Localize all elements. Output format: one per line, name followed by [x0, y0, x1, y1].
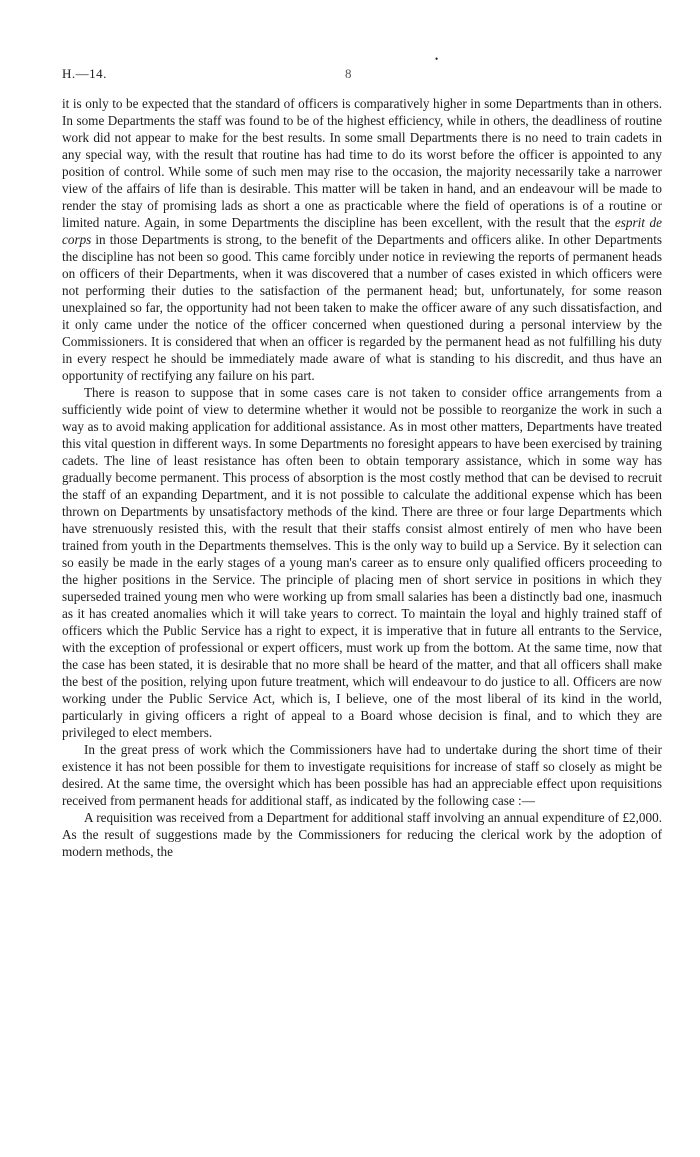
page-header: [62, 54, 662, 84]
paragraph-text: in those Departments is strong, to the benefit of the Departments and officers alike. In other Departments the discipline has not been so good. This came forcibly under notice in reviewing the reports of permanent heads on officers of their Departments, when it was discovered that a number of cases existed in which officers were not performing their duties to the satisfaction of the permanent head; but, unfortunately, for some reason unexplained so far, the opportunity had not been taken to make the officer aware of any such dissatisfaction, and it only came under the notice of the officer concerned when questioned during a personal interview by the Commissioners. It is considered that when an officer is regarded by the permanent head as not fulfilling his duty in every respect he should be immediately made aware of what is standing to his discredit, and thus have an opportunity of rectifying any failure on his part.: [62, 232, 662, 383]
paragraph-requisition-case: A requisition was received from a Department for additional staff involving an annual expenditure of £2,000. As the result of suggestions made by the Commissioners for reducing the clerical work by the adoption of modern methods, the: [62, 810, 662, 859]
paragraph-office-arrangements: There is reason to suppose that in some cases care is not taken to consider office arrangements from a sufficiently wide point of view to determine whether it would not be possible to reorganize the work in such a way as to avoid making application for additional assistance. As in most other matters, Departments have treated this vital question in different ways. In some Departments no foresight appears to have been exercised by training cadets. The line of least resistance has often been to obtain temporary assistance, which in some way has gradually become permanent. This process of absorption is the most costly method that can be devised to recruit the staff of an expanding Department, and it is not possible to calculate the additional expense which has been thrown on Departments by unsatisfactory methods of the kind. There are three or four large Departments which have strenuously resisted this, with the result that their staffs consist almost entirely of men who have been trained from youth in the Departments themselves. This is the only way to build up a Service. By it selection can so easily be made in the early stages of a young man's career as to ensure only qualified officers proceeding to the higher positions in the Service. The principle of placing men of short service in positions in which they superseded trained young men who were working up from small salaries has been a distinctly bad one, inasmuch as it has created anomalies which it will take years to correct. To maintain the loyal and highly trained staff of officers which the Public Service has a right to expect, it is imperative that in future all entrants to the Service, with the exception of professional or expert officers, must work up from the bottom. At the same time, now that the case has been stated, it is desirable that no more shall be heard of the matter, and that all officers shall make the best of the position, relying upon future treatment, which will endeavour to do justice to all. Officers are now working under the Public Service Act, which is, I believe, one of the most liberal of its kind in the world, particularly in giving officers a right of appeal to a Board whose decision is final, and to which they are privileged to elect members.: [62, 385, 662, 740]
page-number: 8: [345, 66, 352, 81]
paragraph-requisitions: In the great press of work which the Commissioners have had to undertake during the short time of their existence it has not been possible for them to investigate requisitions for increase of staff so closely as might be desired. At the same time, the oversight which has been possible has had an appreciable effect upon requisitions received from permanent heads for additional staff, as indicated by the following case :—: [62, 742, 662, 808]
document-reference: H.—14.: [62, 66, 107, 81]
print-mark: •: [435, 54, 439, 64]
italic-phrase: esprit de corps: [62, 215, 662, 247]
body-text: [62, 95, 662, 860]
paragraph-discipline: [62, 95, 662, 384]
paragraph-text: it is only to be expected that the standard of officers is comparatively higher in some Departments than in others. In some Departments the staff was found to be of the highest efficiency, while in others, the deadliness of routine work did not appear to make for the best results. In some small Departments there is no need to train cadets in any special way, with the result that routine has had time to do its worst before the officer is appointed to any position of control. While some of such men may rise to the occasion, the majority necessarily take a narrower view of the affairs of life than is desirable. This matter will be taken in hand, and an endeavour will be made to render the stay of promising lads as short a one as practicable where the field of operations is of a routine or limited nature. Again, in some Departments the discipline has been excellent, with the result that the: [62, 96, 662, 230]
